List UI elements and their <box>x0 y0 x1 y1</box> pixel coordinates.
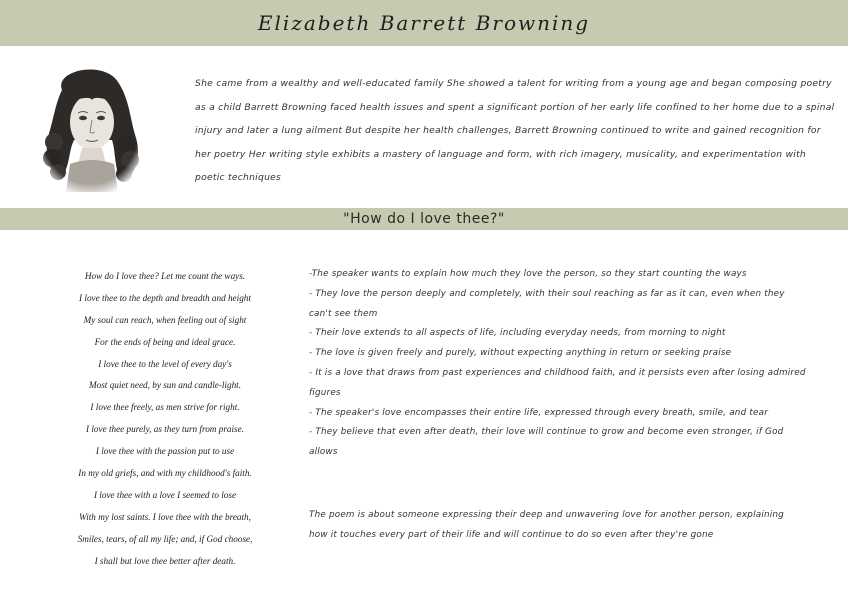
analysis-point: - The love is given freely and purely, without expecting anything in return or seeking praise <box>309 348 732 359</box>
poem-line: I love thee purely, as they turn from praise. <box>85 424 245 435</box>
analysis-point: - They love the person deeply and completely, with their soul reaching as far as it can, even when they can't see them <box>309 288 785 319</box>
poem-line: Smiles, tears, of all my life; and, if God choose, <box>77 533 253 544</box>
poem-summary: The poem is about someone expressing their deep and unwavering love for another person, explaining how it touches every part of their life and will continue to do so even after they're gone <box>309 510 784 540</box>
title-banner <box>0 0 848 46</box>
poem-line: I love thee with a love I seemed to lose <box>93 489 237 500</box>
poem-line: How do I love thee? Let me count the ways. <box>84 271 246 281</box>
poem-line: I love thee to the depth and breadth and height <box>79 292 251 303</box>
portrait-image <box>34 60 146 192</box>
poem-line: I love thee freely, as men strive for right. <box>90 402 240 413</box>
poem-line: I love thee with the passion put to use <box>95 446 235 457</box>
poem-text <box>50 266 280 572</box>
poem-line: I love thee to the level of every day's <box>98 358 232 369</box>
page-title: Elizabeth Barrett Browning <box>257 11 591 35</box>
poem-line: Most quiet need, by sun and candle-light. <box>88 380 242 391</box>
biography-paragraph: She came from a wealthy and well-educated family She showed a talent for writing from a young age and began composing poetry as a child Barrett Browning faced health issues and spent a significant portion of her early life confined to her home due to a spinal injury and later a lung ailment But despite her health challenges, Barrett Browning continued to write and gained recognition for her poetry Her writing style exhibits a mastery of language and form, with rich imagery, musicality, and experimentation with poetic techniques <box>195 78 835 183</box>
analysis-list <box>309 265 809 463</box>
analysis-point: -The speaker wants to explain how much they love the person, so they start counting the ways <box>309 269 747 279</box>
analysis-point: - Their love extends to all aspects of life, including everyday needs, from morning to night <box>309 328 726 339</box>
poem-title: "How do I love thee?" <box>343 211 505 227</box>
poem-line: For the ends of being and ideal grace. <box>94 336 236 347</box>
poem-line: With my lost saints. I love thee with the breath, <box>79 511 251 522</box>
analysis-point: - They believe that even after death, their love will continue to grow and become even stronger, if God allows <box>309 427 784 458</box>
analysis-point: - It is a love that draws from past experiences and childhood faith, and it persists even after losing admired figures <box>309 367 806 398</box>
poem-title-banner <box>0 208 848 230</box>
poem-line: My soul can reach, when feeling out of sight <box>83 314 247 325</box>
poem-line: I shall but love thee better after death. <box>94 555 236 566</box>
analysis-point: - The speaker's love encompasses their entire life, expressed through every breath, smile, and tear <box>309 407 769 418</box>
poem-line: In my old griefs, and with my childhood's faith. <box>78 468 252 479</box>
